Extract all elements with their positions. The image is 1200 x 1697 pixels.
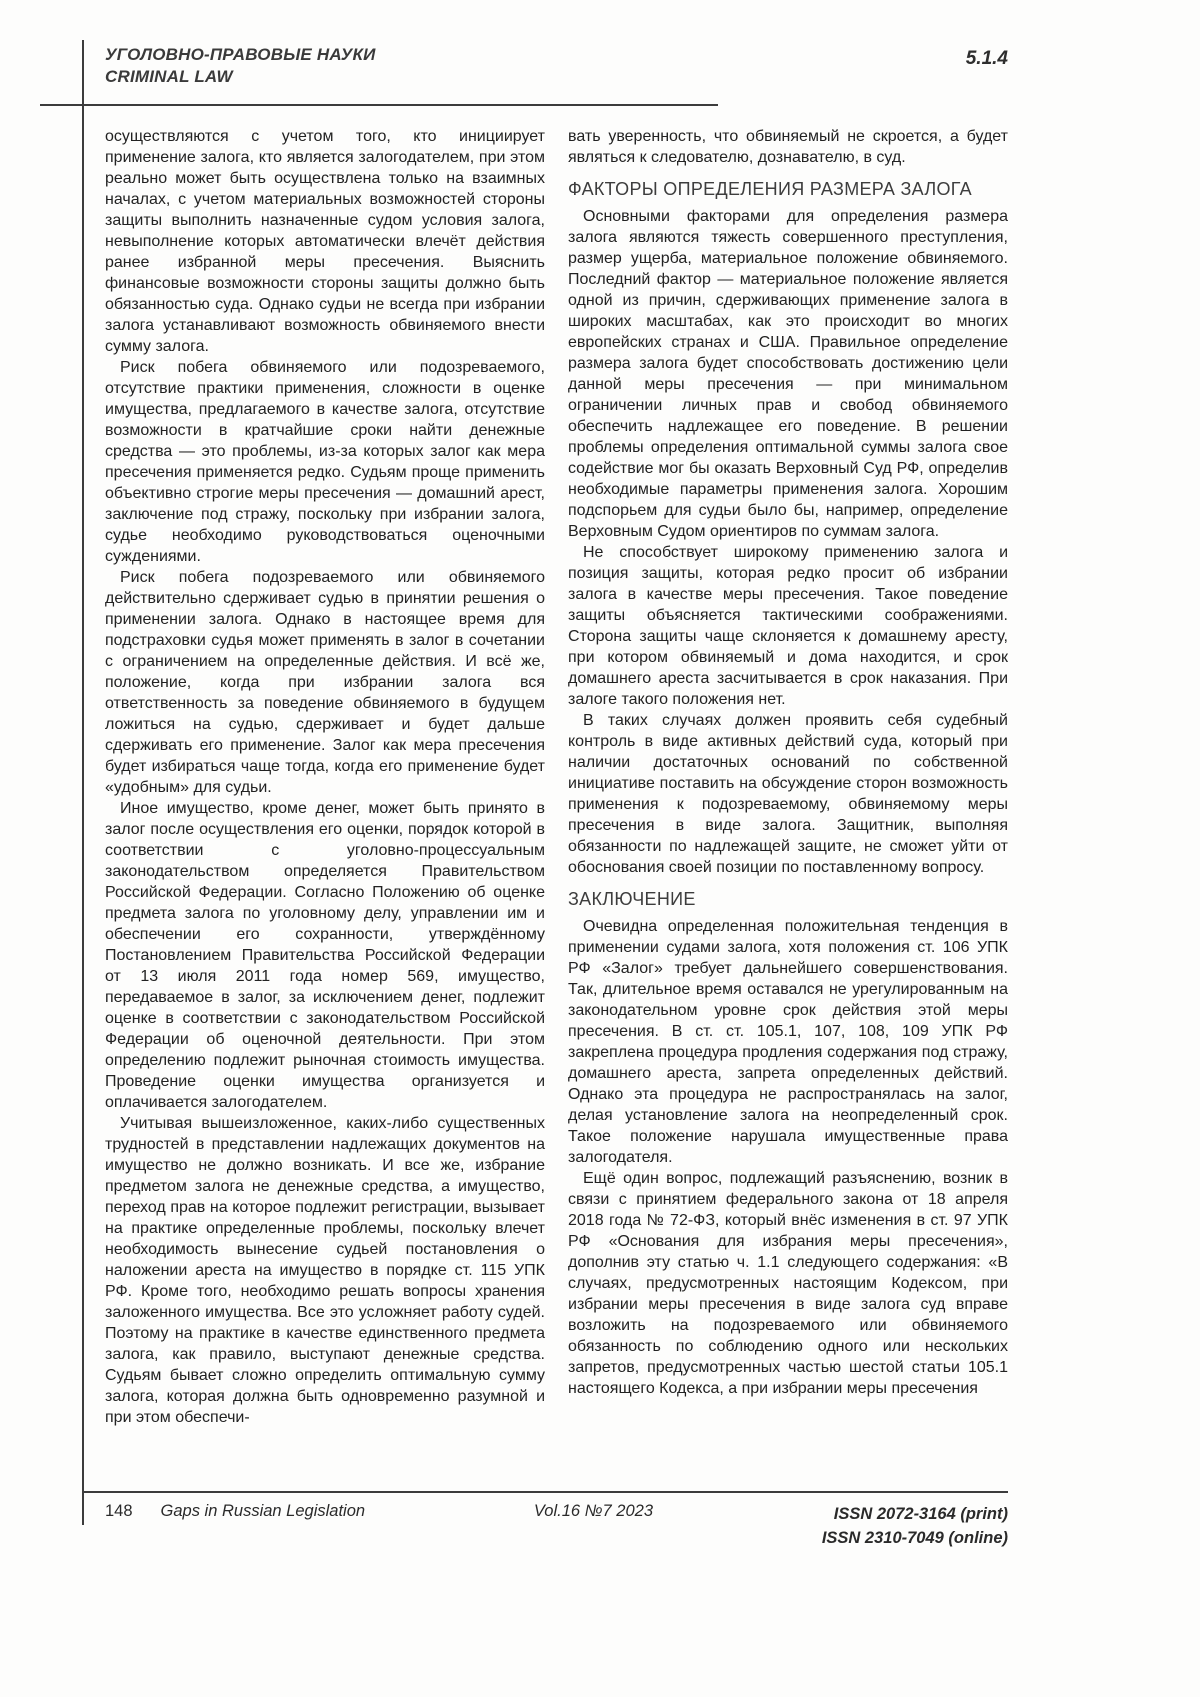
paragraph: Риск побега подозреваемого или обвиняемого действительно сдерживает судью в принятии решения о применении залога. Однако в настоящее время для подстраховки судья может применять в залог в сочетании с ограничением на определенные действия. И всё же, положение, когда при избрании залога вся ответственность за поведение обвиняемого в будущем ложиться на судью, сдерживает и будет дальше сдерживать его применение. Залог как мера пресечения будет избираться чаще тогда, когда его применение будет «удобным» для судьи. <box>105 569 545 796</box>
section-title-ru: УГОЛОВНО-ПРАВОВЫЕ НАУКИ <box>105 45 376 64</box>
section-title-en: CRIMINAL LAW <box>105 67 233 86</box>
paragraph: Основными факторами для определения размера залога являются тяжесть совершенного преступления, размер ущерба, материальное положение обвиняемого. Последний фактор — материальное положение является одной из причин, сдерживающих применение залога в широких масштабах, как это происходит во многих европейских странах и США. Правильное определение размера залога будет способствовать достижению цели данной меры пресечения — при минимальном ограничении личных прав и свобод обвиняемого обеспечить надлежащее его поведение. В решении проблемы определения оптимальной суммы залога свое содействие мог бы оказать Верховный Суд РФ, определив необходимые параметры применения залога. Хорошим подспорьем для судьи было бы, например, определение Верховным Судом ориентиров по суммам залога. <box>568 208 1008 540</box>
running-head <box>105 44 376 88</box>
volume-issue: Vol.16 №7 2023 <box>533 1502 653 1520</box>
issn-online: ISSN 2310-7049 (online) <box>821 1529 1008 1547</box>
section-heading-conclusion: ЗАКЛЮЧЕНИЕ <box>568 889 696 909</box>
header-rule <box>40 104 718 106</box>
paragraph: Не способствует широкому применению залога и позиция защиты, которая редко просит об избрании залога в качестве меры пресечения. Такое поведение защиты объясняется тактическими соображениями. Сторона защиты чаще склоняется к домашнему аресту, при котором обвиняемый и дома находится, и срок домашнего ареста засчитывается в срок наказания. При залоге такого положения нет. <box>568 544 1008 708</box>
issn-print: ISSN 2072-3164 (print) <box>833 1505 1008 1523</box>
left-margin-rule <box>82 40 84 1525</box>
paragraph: Очевидна определенная положительная тенденция в применении судами залога, хотя положения ст. 106 УПК РФ «Залог» требует дальнейшего совершенствования. Так, длительное время оставался не урегулированным на законодательном уровне срок действия этой меры пресечения. В ст. ст. 105.1, 107, 108, 109 УПК РФ закреплена процедура продления содержания под стражу, домашнего ареста, запрета определенных действий. Однако эта процедура не распространялась на залог, делая установление залога на неопределенный срок. Такое положение нарушала имущественные права залогодателя. <box>568 918 1008 1166</box>
paragraph: Ещё один вопрос, подлежащий разъяснению, возник в связи с принятием федерального закона от 18 апреля 2018 года № 72-ФЗ, который внёс изменения в ст. 97 УПК РФ «Основания для избрания меры пресечения», дополнив эту статью ч. 1.1 следующего содержания: «В случаях, предусмотренных настоящим Кодексом, при избрании меры пресечения в виде залога суд вправе возложить на подозреваемого или обвиняемого обязанность по соблюдению одного или нескольких запретов, предусмотренных частью шестой статьи 105.1 настоящего Кодекса, а при избрании меры пресечения <box>568 1170 1008 1397</box>
paragraph: осуществляются с учетом того, кто инициирует применение залога, кто является залогодателем, при этом реально может быть осуществлена только на взаимных началах, с учетом материальных возможностей стороны защиты выполнить назначенные судом условия залога, невыполнение которых автоматически влечёт действия ранее избранной меры пресечения. Выяснить финансовые возможности стороны защиты должно быть обязанностью суда. Однако судьи не всегда при избрании залога устанавливают возможность обвиняемого внести сумму залога. <box>105 128 545 355</box>
right-column <box>568 126 1008 1476</box>
article-body <box>105 126 1008 1476</box>
page-footer <box>105 1502 1008 1550</box>
footer-left <box>105 1502 365 1521</box>
paragraph: вать уверенность, что обвиняемый не скроется, а будет являться к следователю, дознавателю, в суд. <box>568 128 1008 166</box>
left-column <box>105 126 545 1476</box>
footer-rule <box>82 1491 1008 1493</box>
page-header <box>105 44 1008 88</box>
journal-name: Gaps in Russian Legislation <box>160 1502 366 1520</box>
classification-code: 5.1.4 <box>965 48 1008 69</box>
paragraph: В таких случаях должен проявить себя судебный контроль в виде активных действий суда, который при наличии достаточных оснований по собственной инициативе поставить на обсуждение сторон возможность применения к подозреваемому, обвиняемому меры пресечения в виде залога. Защитник, выполняя обязанности по надлежащей защите, не сможет уйти от обоснования своей позиции по поставленному вопросу. <box>568 712 1008 876</box>
paragraph: Иное имущество, кроме денег, может быть принято в залог после осуществления его оценки, порядок которой в соответствии с уголовно-процессуальным законодательством определяется Правительством Российской Федерации. Согласно Положению об оценке предмета залога по уголовному делу, управлении им и обеспечении его сохранности, утверждённому Постановлением Правительства Российской Федерации от 13 июля 2011 года номер 569, имущество, передаваемое в залог, за исключением денег, подлежит оценке в соответствии с законодательством Российской Федерации об оценочной деятельности. При этом определению подлежит рыночная стоимость имущества. Проведение оценки имущества организуется и оплачивается залогодателем. <box>105 800 545 1111</box>
paragraph: Учитывая вышеизложенное, каких-либо существенных трудностей в представлении надлежащих документов на имущество не должно возникать. И все же, избрание предметом залога не денежные средства, а имущество, переход прав на которое подлежит регистрации, вызывает на практике определенные проблемы, поскольку влечет необходимость вынесение судьей постановления о наложении ареста на имущество в порядке ст. 115 УПК РФ. Кроме того, необходимо решать вопросы хранения заложенного имущества. Все это усложняет работу судей. Поэтому на практике в качестве единственного предмета залога, как правило, выступают денежные средства. Судьям бывает сложно определить оптимальную сумму залога, которая должна быть одновременно разумной и при этом обеспечи- <box>105 1115 545 1426</box>
section-heading-factors: ФАКТОРЫ ОПРЕДЕЛЕНИЯ РАЗМЕРА ЗАЛОГА <box>568 179 972 199</box>
paragraph: Риск побега обвиняемого или подозреваемого, отсутствие практики применения, сложности в оценке имущества, предлагаемого в качестве залога, отсутствие возможности в кратчайшие сроки найти денежные средства — это проблемы, из-за которых залог как мера пресечения применяется редко. Судьям проще применить объективно строгие меры пресечения — домашний арест, заключение под стражу, поскольку при избрании залога, судье необходимо руководствоваться оценочными суждениями. <box>105 359 545 565</box>
issn-block <box>822 1502 1008 1550</box>
page-number: 148 <box>105 1502 133 1520</box>
